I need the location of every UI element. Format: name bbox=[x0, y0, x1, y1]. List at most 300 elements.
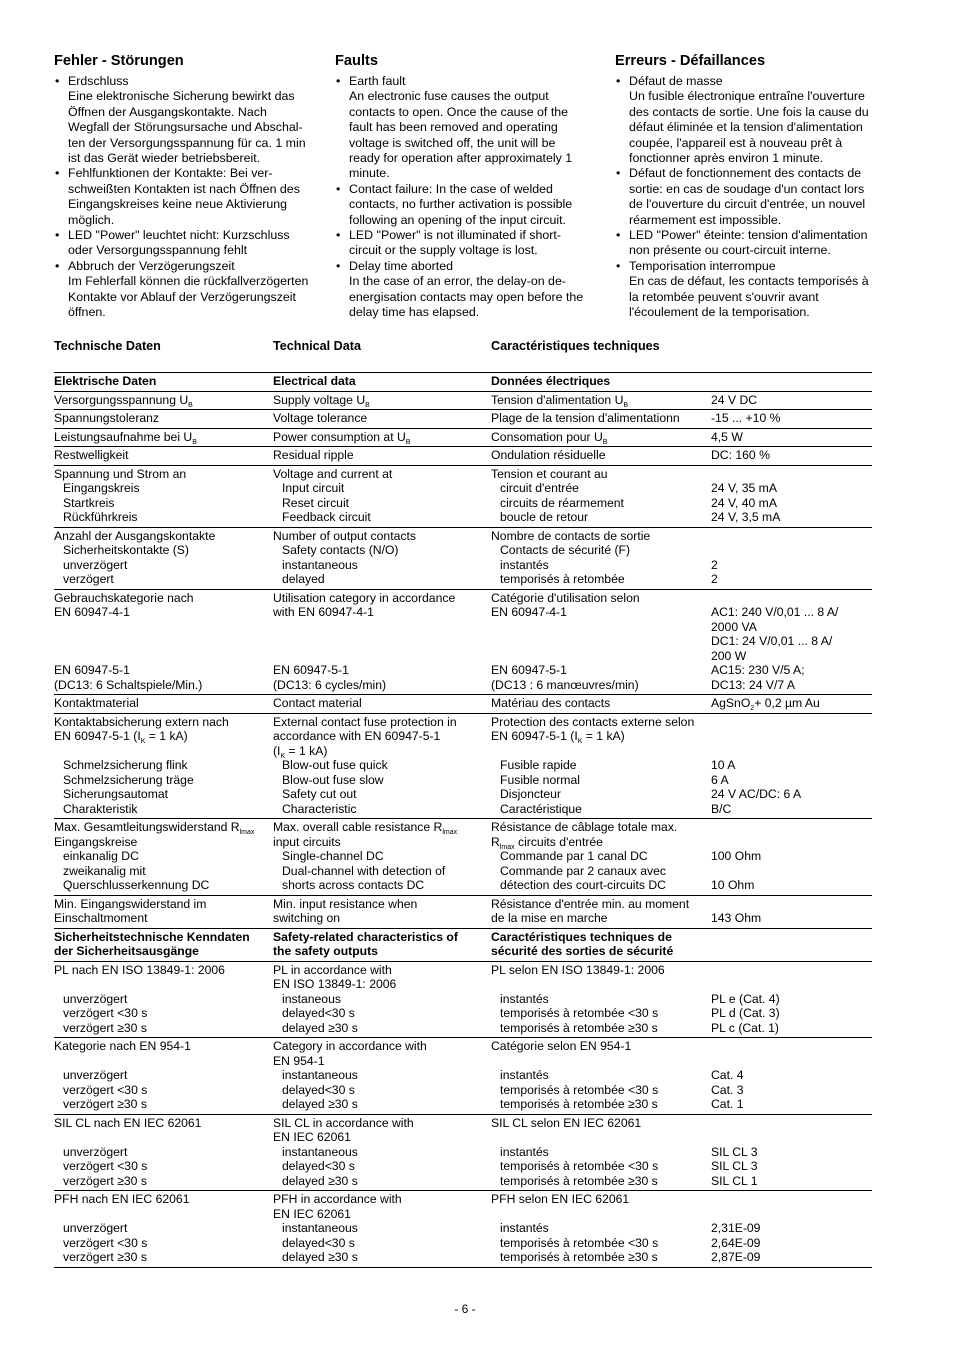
cell-line: Charakteristik bbox=[63, 801, 138, 816]
cell-line: verzögert <30 s bbox=[63, 1235, 148, 1250]
cell-de bbox=[54, 695, 273, 714]
fault-item bbox=[54, 166, 316, 228]
fault-item-line: Wegfall der Störungsursache und Abschal- bbox=[68, 120, 303, 135]
cell-line: Caractéristiques techniques de bbox=[491, 929, 672, 944]
cell-line: temporisés à retombée ≥30 s bbox=[500, 1020, 658, 1035]
cell-line: Plage de la tension d'alimentationn bbox=[491, 411, 680, 425]
cell-line: Rückführkreis bbox=[63, 510, 138, 524]
cell-line bbox=[54, 649, 273, 664]
cell-line bbox=[711, 467, 872, 482]
cell-line: Spannungstoleranz bbox=[54, 411, 160, 425]
cell-de bbox=[54, 527, 273, 589]
cell-value bbox=[711, 1038, 872, 1115]
cell-line: (DC13 : 6 manœuvres/min) bbox=[491, 677, 639, 692]
cell-line: Cat. 4 bbox=[711, 1068, 744, 1082]
cell-line: SIL CL nach EN IEC 62061 bbox=[54, 1115, 202, 1130]
cell-line: Caractéristique bbox=[500, 801, 582, 816]
cell-line: instantés bbox=[500, 1221, 549, 1235]
cell-line: 2,31E-09 bbox=[711, 1221, 761, 1235]
cell-line: 143 Ohm bbox=[711, 911, 762, 925]
fault-item bbox=[54, 228, 316, 259]
cell-line: Leistungsaufnahme bei $U_B$ bbox=[54, 429, 197, 446]
cell-line: SIL CL selon EN IEC 62061 bbox=[491, 1115, 642, 1130]
cell-fr bbox=[491, 895, 711, 928]
cell-line: 100 Ohm bbox=[711, 849, 762, 863]
cell-line: Tension d'alimentation $U_B$ bbox=[491, 392, 629, 409]
cell-de bbox=[54, 928, 273, 961]
cell-line: circuits de réarmement bbox=[500, 495, 624, 510]
cell-line: Cat. 3 bbox=[711, 1082, 744, 1097]
cell-fr bbox=[491, 410, 711, 429]
cell-line: Kontaktmaterial bbox=[54, 696, 139, 710]
cell-line: Restwelligkeit bbox=[54, 448, 129, 462]
cell-line: Commande par 2 canaux avec bbox=[500, 863, 666, 878]
cell-line bbox=[711, 744, 872, 759]
cell-line bbox=[711, 1116, 872, 1131]
cell-line: Contacts de sécurité (F) bbox=[500, 543, 631, 557]
fault-item-line: energisation contacts may open before the bbox=[349, 289, 584, 304]
fault-item-line: En cas de défaut, les contacts temporisés à bbox=[629, 274, 869, 289]
cell-value bbox=[711, 447, 872, 466]
cell-line: Min. input resistance when bbox=[273, 896, 418, 911]
cell-line bbox=[491, 744, 711, 759]
cell-line bbox=[711, 1192, 872, 1207]
cell-line: Kategorie nach EN 954-1 bbox=[54, 1039, 191, 1053]
cell-line: EN 60947-5-1 ($I_K = 1$ kA) bbox=[54, 729, 188, 745]
cell-line: 24 V, 40 mA bbox=[711, 495, 777, 510]
fault-item-line: • Défaut de masse bbox=[629, 74, 723, 88]
cell-line: 200 W bbox=[711, 648, 747, 663]
cell-value bbox=[711, 410, 872, 429]
cell-line: Versorgungsspannung $U_B$ bbox=[54, 392, 193, 409]
cell-line: DC1: 24 V/0,01 ... 8 A/ bbox=[711, 634, 833, 648]
cell-line: verzögert bbox=[63, 572, 114, 586]
cell-line: Characteristic bbox=[282, 801, 357, 816]
faults-column-en bbox=[335, 52, 597, 321]
cell-line: der Sicherheitsausgänge bbox=[54, 944, 199, 958]
fault-item-line: des contacts de sortie. Une fois la cause du bbox=[629, 104, 869, 119]
fault-item-line: contacts, no further activation is possible bbox=[349, 197, 573, 212]
cell-fr bbox=[491, 819, 711, 896]
cell-line bbox=[54, 977, 273, 992]
cell-line bbox=[273, 620, 491, 635]
cell-line: PL selon EN ISO 13849-1: 2006 bbox=[491, 962, 665, 977]
cell-line: Consomation pour $U_B$ bbox=[491, 429, 608, 446]
cell-line: Safety-related characteristics of bbox=[273, 929, 458, 944]
technical-heading-fr: Caractéristiques techniques bbox=[491, 339, 660, 353]
cell-line: Elektrische Daten bbox=[54, 374, 157, 388]
cell-line: unverzögert bbox=[63, 557, 128, 572]
cell-line: temporisés à retombée ≥30 s bbox=[500, 1173, 658, 1188]
fault-item-line: • LED "Power" leuchtet nicht: Kurzschluss bbox=[68, 228, 290, 243]
cell-line bbox=[711, 1039, 872, 1054]
technical-heading-de: Technische Daten bbox=[54, 339, 161, 353]
cell-line: Residual ripple bbox=[273, 448, 354, 462]
cell-line: EN 60947-4-1 bbox=[491, 605, 567, 619]
faults-heading-de: Fehler - Störungen bbox=[54, 53, 184, 69]
cell-de bbox=[54, 961, 273, 1038]
cell-value bbox=[711, 428, 872, 447]
fault-item bbox=[335, 259, 597, 321]
cell-line: Eingangskreis bbox=[63, 481, 140, 495]
cell-line bbox=[711, 374, 872, 389]
cell-line: delayed ≥30 s bbox=[282, 1173, 358, 1188]
cell-en bbox=[273, 713, 491, 819]
cell-line: Ondulation résiduelle bbox=[491, 448, 606, 462]
fault-item-line: möglich. bbox=[68, 212, 115, 227]
cell-value bbox=[711, 373, 872, 392]
cell-en bbox=[273, 527, 491, 589]
cell-line: instantaneous bbox=[282, 1144, 358, 1159]
cell-line: Reset circuit bbox=[282, 495, 350, 510]
cell-line: Commande par 1 canal DC bbox=[500, 849, 648, 863]
fault-item-line: fonctionner après environ 1 minute. bbox=[629, 151, 824, 166]
fault-item-line: voltage is switched off, the unit will be bbox=[349, 135, 556, 150]
cell-value bbox=[711, 465, 872, 527]
cell-value bbox=[711, 391, 872, 410]
fault-item-line: • LED "Power" is not illuminated if short- bbox=[349, 228, 561, 243]
fault-item-line: ready for operation after approximately 1 bbox=[349, 151, 573, 166]
cell-line: Schmelzsicherung träge bbox=[63, 772, 194, 787]
cell-line: EN ISO 13849-1: 2006 bbox=[273, 977, 397, 991]
fault-item-line: de l'ouverture du circuit d'entrée, un nouvel bbox=[629, 197, 866, 212]
cell-line: verzögert <30 s bbox=[63, 1082, 148, 1097]
cell-line bbox=[711, 1054, 872, 1069]
cell-line: Fusible rapide bbox=[500, 758, 577, 772]
cell-line bbox=[711, 864, 872, 879]
cell-line: 2 bbox=[711, 572, 718, 586]
cell-de bbox=[54, 819, 273, 896]
fault-item-line: • Erdschluss bbox=[68, 74, 129, 88]
fault-item-line: la retombée peuvent s'ouvrir avant bbox=[629, 289, 819, 304]
technical-data-body bbox=[54, 373, 872, 1268]
cell-en bbox=[273, 895, 491, 928]
cell-line: unverzögert bbox=[63, 1068, 128, 1082]
fault-item-line: • Temporisation interrompue bbox=[629, 258, 776, 273]
cell-line: Dual-channel with detection of bbox=[282, 863, 446, 878]
cell-en bbox=[273, 961, 491, 1038]
cell-line: zweikanalig mit bbox=[63, 863, 146, 878]
cell-de bbox=[54, 1114, 273, 1191]
cell-line: AC1: 240 V/0,01 ... 8 A/ bbox=[711, 605, 839, 619]
faults-heading-fr: Erreurs - Défaillances bbox=[615, 53, 766, 69]
cell-line: delayed bbox=[282, 572, 325, 586]
fault-item bbox=[615, 228, 877, 259]
cell-line: PL c (Cat. 1) bbox=[711, 1020, 779, 1035]
table-row bbox=[54, 1038, 872, 1115]
cell-en bbox=[273, 928, 491, 961]
cell-line bbox=[491, 649, 711, 664]
cell-line: Querschlusserkennung DC bbox=[63, 878, 210, 892]
cell-line: einkanalig DC bbox=[63, 849, 139, 863]
cell-line: instantés bbox=[500, 557, 549, 572]
cell-fr bbox=[491, 961, 711, 1038]
cell-line: temporisés à retombée <30 s bbox=[500, 1159, 659, 1173]
fault-item-line: coupée, l'appareil est à nouveau prêt à bbox=[629, 135, 843, 150]
faults-list-en bbox=[335, 74, 597, 321]
cell-en bbox=[273, 1114, 491, 1191]
cell-line: détection des court-circuits DC bbox=[500, 878, 666, 892]
cell-de bbox=[54, 713, 273, 819]
cell-line: Catégorie selon EN 954-1 bbox=[491, 1039, 632, 1053]
cell-en bbox=[273, 589, 491, 695]
fault-item bbox=[335, 74, 597, 182]
cell-line: unverzögert bbox=[63, 1221, 128, 1235]
cell-line bbox=[491, 1130, 711, 1145]
cell-line: Electrical data bbox=[273, 374, 356, 388]
cell-line: B/C bbox=[711, 801, 732, 816]
cell-fr bbox=[491, 391, 711, 410]
table-row bbox=[54, 527, 872, 589]
cell-fr bbox=[491, 928, 711, 961]
cell-line: PL in accordance with bbox=[273, 962, 392, 977]
fault-item-line: l'écoulement de la temporisation. bbox=[629, 305, 810, 320]
cell-de bbox=[54, 391, 273, 410]
cell-line: Supply voltage $U_B$ bbox=[273, 392, 370, 409]
fault-item-line: circuit or the supply voltage is lost. bbox=[349, 243, 538, 258]
cell-line: 2000 VA bbox=[711, 619, 757, 634]
cell-line bbox=[54, 1054, 273, 1069]
cell-line: Spannung und Strom an bbox=[54, 466, 187, 481]
cell-line bbox=[273, 649, 491, 664]
fault-item-line: • Défaut de fonctionnement des contacts de bbox=[629, 166, 862, 181]
cell-line: delayed<30 s bbox=[282, 1159, 355, 1173]
cell-value bbox=[711, 713, 872, 819]
table-row bbox=[54, 1191, 872, 1268]
cell-line: Max. Gesamtleitungswiderstand $R_{lmax}$ bbox=[54, 820, 255, 836]
cell-line: Tension et courant au bbox=[491, 466, 608, 481]
fault-item-line: • Delay time aborted bbox=[349, 258, 453, 273]
fault-item bbox=[54, 259, 316, 321]
cell-line: SIL CL 1 bbox=[711, 1173, 758, 1188]
cell-fr bbox=[491, 465, 711, 527]
cell-line bbox=[711, 930, 872, 945]
cell-line: Kontaktabsicherung extern nach bbox=[54, 714, 229, 729]
cell-line bbox=[273, 634, 491, 649]
fault-item bbox=[335, 182, 597, 228]
cell-line: delayed<30 s bbox=[282, 1235, 355, 1250]
cell-line: instantaneous bbox=[282, 1068, 358, 1082]
cell-line: Safety cut out bbox=[282, 787, 357, 801]
fault-item-line: delay time has elapsed. bbox=[349, 305, 480, 320]
table-row bbox=[54, 391, 872, 410]
cell-line: sécurité des sorties de sécurité bbox=[491, 944, 674, 958]
fault-item-line: An electronic fuse causes the output bbox=[349, 89, 549, 104]
table-row bbox=[54, 695, 872, 714]
cell-en bbox=[273, 447, 491, 466]
cell-de bbox=[54, 1191, 273, 1268]
cell-line: Max. overall cable resistance $R_{lmax}$ bbox=[273, 820, 458, 836]
cell-line: 2,64E-09 bbox=[711, 1235, 761, 1250]
cell-line: verzögert <30 s bbox=[63, 1006, 148, 1020]
cell-line bbox=[711, 715, 872, 730]
cell-line: 24 V DC bbox=[711, 392, 758, 407]
faults-column-fr bbox=[615, 52, 877, 321]
fault-item-line: Eine elektronische Sicherung bewirkt das bbox=[68, 89, 295, 104]
cell-line bbox=[54, 634, 273, 649]
cell-value bbox=[711, 895, 872, 928]
table-row bbox=[54, 410, 872, 429]
cell-line: Blow-out fuse quick bbox=[282, 758, 388, 772]
cell-line: Schmelzsicherung flink bbox=[63, 758, 188, 772]
cell-line bbox=[711, 543, 872, 558]
cell-line: verzögert ≥30 s bbox=[63, 1250, 147, 1264]
cell-line: Matériau des contacts bbox=[491, 696, 611, 710]
cell-en bbox=[273, 373, 491, 392]
cell-de bbox=[54, 465, 273, 527]
cell-line bbox=[711, 729, 872, 744]
cell-line: PFH selon EN IEC 62061 bbox=[491, 1192, 630, 1206]
fault-item bbox=[54, 74, 316, 166]
cell-line: $R_{lmax}$ circuits d'entrée bbox=[491, 834, 603, 851]
fault-item-line: • Contact failure: In the case of welded bbox=[349, 181, 553, 196]
cell-fr bbox=[491, 527, 711, 589]
cell-en bbox=[273, 410, 491, 429]
cell-fr bbox=[491, 1191, 711, 1268]
cell-line: circuit d'entrée bbox=[500, 481, 579, 495]
cell-fr bbox=[491, 447, 711, 466]
cell-line: ($I_K = 1$ kA) bbox=[273, 743, 328, 760]
cell-de bbox=[54, 895, 273, 928]
cell-line bbox=[711, 820, 872, 835]
cell-line: verzögert ≥30 s bbox=[63, 1097, 147, 1111]
cell-line: Eingangskreise bbox=[54, 834, 138, 849]
cell-line: Voltage tolerance bbox=[273, 411, 368, 425]
cell-line: verzögert ≥30 s bbox=[63, 1020, 147, 1035]
cell-line: -15 ... +10 % bbox=[711, 411, 781, 425]
cell-value bbox=[711, 589, 872, 695]
cell-line: EN 954-1 bbox=[273, 1053, 325, 1068]
table-row bbox=[54, 928, 872, 961]
cell-line: Utilisation category in accordance bbox=[273, 590, 456, 605]
cell-line: delayed ≥30 s bbox=[282, 1250, 358, 1264]
cell-line: delayed ≥30 s bbox=[282, 1097, 358, 1111]
cell-line: PL e (Cat. 4) bbox=[711, 991, 780, 1006]
cell-line bbox=[711, 529, 872, 544]
cell-line: delayed<30 s bbox=[282, 1082, 355, 1097]
cell-line bbox=[54, 1207, 273, 1222]
cell-de bbox=[54, 589, 273, 695]
cell-line: with EN 60947-4-1 bbox=[273, 605, 374, 619]
fault-item-line: Un fusible électronique entraîne l'ouverture bbox=[629, 89, 865, 104]
cell-line: Disjoncteur bbox=[500, 787, 561, 801]
cell-line: Einschaltmoment bbox=[54, 911, 148, 925]
cell-line: instaneous bbox=[282, 991, 341, 1006]
cell-fr bbox=[491, 695, 711, 714]
fault-item-line: In the case of an error, the delay-on de- bbox=[349, 274, 566, 289]
fault-item-line: non présente ou court-circuit interne. bbox=[629, 243, 831, 258]
cell-line: External contact fuse protection in bbox=[273, 714, 457, 729]
fault-item-line: Kontakte vor Ablauf der Verzögerungszeit bbox=[68, 289, 296, 304]
cell-en bbox=[273, 465, 491, 527]
fault-item-line: • LED "Power" éteinte: tension d'alimentation bbox=[629, 228, 868, 243]
cell-line: Cat. 1 bbox=[711, 1097, 744, 1111]
cell-line bbox=[711, 591, 872, 606]
cell-line: Safety contacts (N/O) bbox=[282, 543, 399, 557]
cell-line: Données électriques bbox=[491, 374, 611, 388]
cell-line: Feedback circuit bbox=[282, 510, 371, 524]
cell-de bbox=[54, 428, 273, 447]
cell-de bbox=[54, 1038, 273, 1115]
cell-line: EN 60947-5-1 bbox=[273, 663, 349, 677]
cell-value bbox=[711, 527, 872, 589]
cell-line: 24 V, 35 mA bbox=[711, 481, 777, 495]
fault-item bbox=[335, 228, 597, 259]
cell-value bbox=[711, 961, 872, 1038]
cell-line: 24 V AC/DC: 6 A bbox=[711, 787, 802, 801]
cell-line: Single-channel DC bbox=[282, 849, 384, 863]
cell-line bbox=[711, 1207, 872, 1222]
fault-item-line: fault has been removed and operating bbox=[349, 120, 558, 135]
cell-line: Power consumption at $U_B$ bbox=[273, 429, 411, 446]
fault-item-line: ten der Versorgungsspannung für ca. 1 min bbox=[68, 135, 306, 150]
fault-item-line: défaut éliminée et la tension d'alimentation bbox=[629, 120, 863, 135]
cell-line: EN IEC 62061 bbox=[273, 1206, 351, 1221]
fault-item-line: oder Versorgungsspannung fehlt bbox=[68, 243, 248, 258]
cell-line: 24 V, 3,5 mA bbox=[711, 510, 781, 524]
cell-line bbox=[711, 963, 872, 978]
cell-en bbox=[273, 391, 491, 410]
table-row bbox=[54, 713, 872, 819]
fault-item-line: minute. bbox=[349, 166, 390, 181]
cell-line: Sicherheitskontakte (S) bbox=[63, 543, 189, 557]
cell-line bbox=[711, 897, 872, 912]
cell-line: instantaneous bbox=[282, 1221, 358, 1235]
cell-line bbox=[491, 977, 711, 992]
cell-line: accordance with EN 60947-5-1 bbox=[273, 729, 441, 743]
cell-line: PL d (Cat. 3) bbox=[711, 1006, 780, 1020]
cell-line: SIL CL 3 bbox=[711, 1144, 758, 1159]
table-row bbox=[54, 465, 872, 527]
cell-line: Min. Eingangswiderstand im bbox=[54, 896, 207, 911]
cell-line: temporisés à retombée <30 s bbox=[500, 1235, 659, 1250]
table-row bbox=[54, 819, 872, 896]
fault-item-line: contacts to open. Once the cause of the bbox=[349, 104, 569, 119]
cell-line: Protection des contacts externe selon bbox=[491, 714, 695, 729]
fault-item bbox=[615, 74, 877, 166]
cell-line: 2 bbox=[711, 557, 718, 572]
cell-line: Nombre de contacts de sortie bbox=[491, 528, 651, 543]
fault-item-line: • Earth fault bbox=[349, 74, 406, 88]
cell-line: switching on bbox=[273, 911, 341, 925]
cell-value bbox=[711, 1114, 872, 1191]
fault-item-line: schweißten Kontakten ist nach Öffnen des bbox=[68, 181, 300, 196]
cell-line: delayed ≥30 s bbox=[282, 1020, 358, 1035]
cell-line: Sicherungsautomat bbox=[63, 787, 169, 801]
cell-line: 10 A bbox=[711, 758, 736, 772]
cell-line: EN 60947-4-1 bbox=[54, 605, 130, 619]
cell-line: temporisés à retombée <30 s bbox=[500, 1006, 659, 1020]
cell-line: AC15: 230 V/5 A; bbox=[711, 663, 805, 677]
cell-line bbox=[711, 977, 872, 992]
cell-line: Sicherheitstechnische Kenndaten bbox=[54, 929, 250, 944]
cell-value bbox=[711, 1191, 872, 1268]
cell-line: DC13: 24 V/7 A bbox=[711, 677, 796, 692]
cell-line: EN 60947-5-1 ($I_K = 1$ kA) bbox=[491, 729, 625, 745]
cell-line: unverzögert bbox=[63, 1144, 128, 1159]
fault-item-line: • Fehlfunktionen der Kontakte: Bei ver- bbox=[68, 166, 273, 181]
cell-line: de la mise en marche bbox=[491, 911, 608, 925]
cell-line: 6 A bbox=[711, 772, 729, 787]
cell-fr bbox=[491, 713, 711, 819]
technical-data-headings bbox=[54, 339, 872, 357]
cell-value bbox=[711, 819, 872, 896]
cell-line: DC: 160 % bbox=[711, 448, 770, 462]
cell-fr bbox=[491, 373, 711, 392]
cell-line: EN IEC 62061 bbox=[273, 1130, 351, 1144]
cell-line: instantés bbox=[500, 991, 549, 1006]
cell-en bbox=[273, 1038, 491, 1115]
